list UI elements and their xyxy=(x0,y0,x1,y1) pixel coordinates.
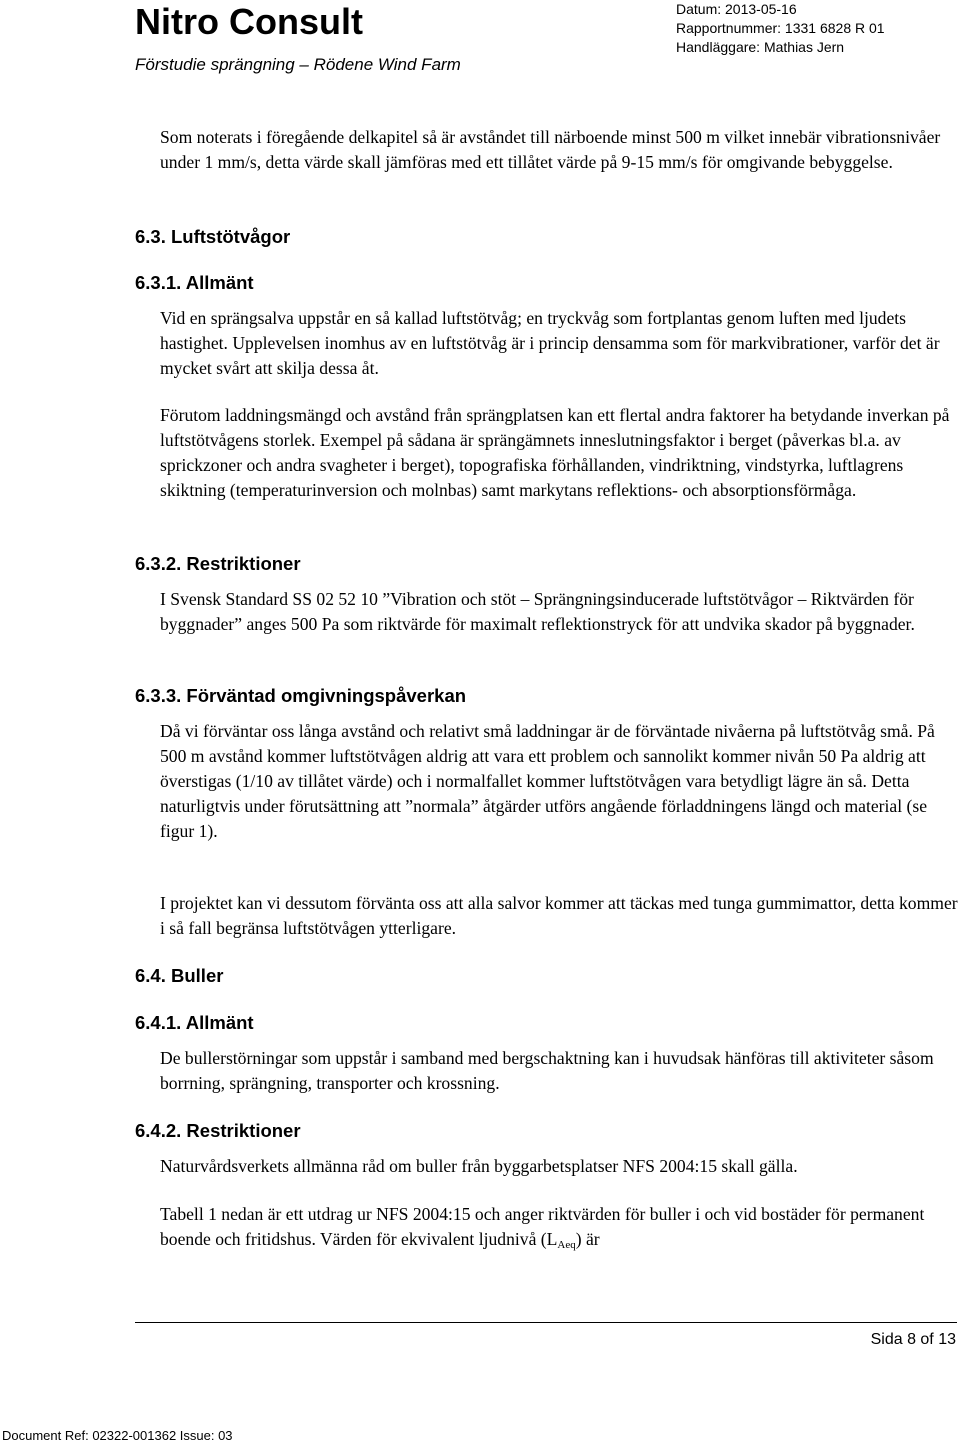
document-subtitle: Förstudie sprängning – Rödene Wind Farm xyxy=(135,55,461,74)
heading-6-3-2: 6.3.2. Restriktioner xyxy=(135,553,301,574)
table-intro-text: Tabell 1 nedan är ett utdrag ur NFS 2004:15 och anger riktvärden för buller i och vid bostäder för permanent boende och fritidshus. Värden för ekvivalent ljudnivå (L xyxy=(160,1204,925,1249)
header-meta xyxy=(676,0,885,57)
footer-divider xyxy=(135,1322,957,1323)
header-report-number: Rapportnummer: 1331 6828 R 01 xyxy=(676,20,885,36)
header-date: Datum: 2013-05-16 xyxy=(676,1,797,17)
heading-6-3-3: 6.3.3. Förväntad omgivningspåverkan xyxy=(135,685,467,706)
document-reference: Document Ref: 02322-001362 Issue: 03 xyxy=(2,1428,233,1443)
paragraph-nfs-advice: Naturvårdsverkets allmänna råd om buller från byggarbetsplatser NFS 2004:15 skall gälla. xyxy=(160,1156,798,1176)
paragraph-expected-impact: Då vi förväntar oss långa avstånd och relativt små laddningar är de förväntade nivåerna på luftstötvåg små. På 500 m avstånd kommer luftstötvågen aldrig att vara ett problem och sannolikt kommer nivån 50 Pa aldrig att överstigas (1/10 av tillåtet värde) och i normalfallet kommer luftstötvågen vara betydligt lägre än så. Detta naturligtvis under förutsättning att ”normala” åtgärder utförs angående förladdningens längd och material (se figur 1). xyxy=(160,721,935,841)
laeq-subscript: Aeq xyxy=(557,1239,576,1251)
heading-6-4-2: 6.4.2. Restriktioner xyxy=(135,1120,301,1141)
brand-logo: Nitro Consult xyxy=(135,1,363,42)
table-intro-tail: ) är xyxy=(575,1229,600,1249)
paragraph-noise-sources: De bullerstörningar som uppstår i samband med bergschaktning kan i huvudsak hänföras till aktiviteter såsom borrning, sprängning, transporter och krossning. xyxy=(160,1048,934,1093)
header-handler: Handläggare: Mathias Jern xyxy=(676,39,845,55)
page-number: Sida 8 of 13 xyxy=(870,1331,956,1348)
paragraph-factors: Förutom laddningsmängd och avstånd från sprängplatsen kan ett flertal andra faktorer ha betydande inverkan på luftstötvågens storlek. Exempel på sådana är sprängämnets inneslutningsfaktor i berget (påverkas bl.a. av sprickzoner och andra svagheter i berget), topografiska förhållanden, vindriktning, vindstyrka, luftlagrens skiktning (temperaturinversion och molnbas) samt markytans reflektions- och absorptionsförmåga. xyxy=(160,405,950,500)
paragraph-vibration-summary: Som noterats i föregående delkapitel så är avståndet till närboende minst 500 m vilket innebär vibrationsnivåer under 1 mm/s, detta värde skall jämföras med ett tillåtet värde på 9-15 mm/s för omgivande bebyggelse. xyxy=(160,127,941,172)
paragraph-standard: I Svensk Standard SS 02 52 10 ”Vibration och stöt – Sprängningsinducerade luftstötvågor – Riktvärden för byggnader” anges 500 Pa som riktvärde för maximalt reflektionstryck för att undvika skador på byggnader. xyxy=(160,589,915,634)
paragraph-air-blast-intro: Vid en sprängsalva uppstår en så kallad luftstötvåg; en tryckvåg som fortplantas genom luften med ljudets hastighet. Upplevelsen inomhus av en luftstötvåg är i princip densamma som för markvibrationer, varför det är mycket svårt att skilja dessa åt. xyxy=(160,308,940,378)
heading-6-4: 6.4. Buller xyxy=(135,965,224,986)
heading-6-3: 6.3. Luftstötvågor xyxy=(135,226,291,247)
heading-6-4-1: 6.4.1. Allmänt xyxy=(135,1012,254,1033)
heading-6-3-1: 6.3.1. Allmänt xyxy=(135,272,254,293)
paragraph-rubber-mats: I projektet kan vi dessutom förvänta oss att alla salvor kommer att täckas med tunga gummimattor, detta kommer i så fall begränsa luftstötvågen ytterligare. xyxy=(160,893,958,938)
paragraph-table-intro xyxy=(160,1202,960,1252)
